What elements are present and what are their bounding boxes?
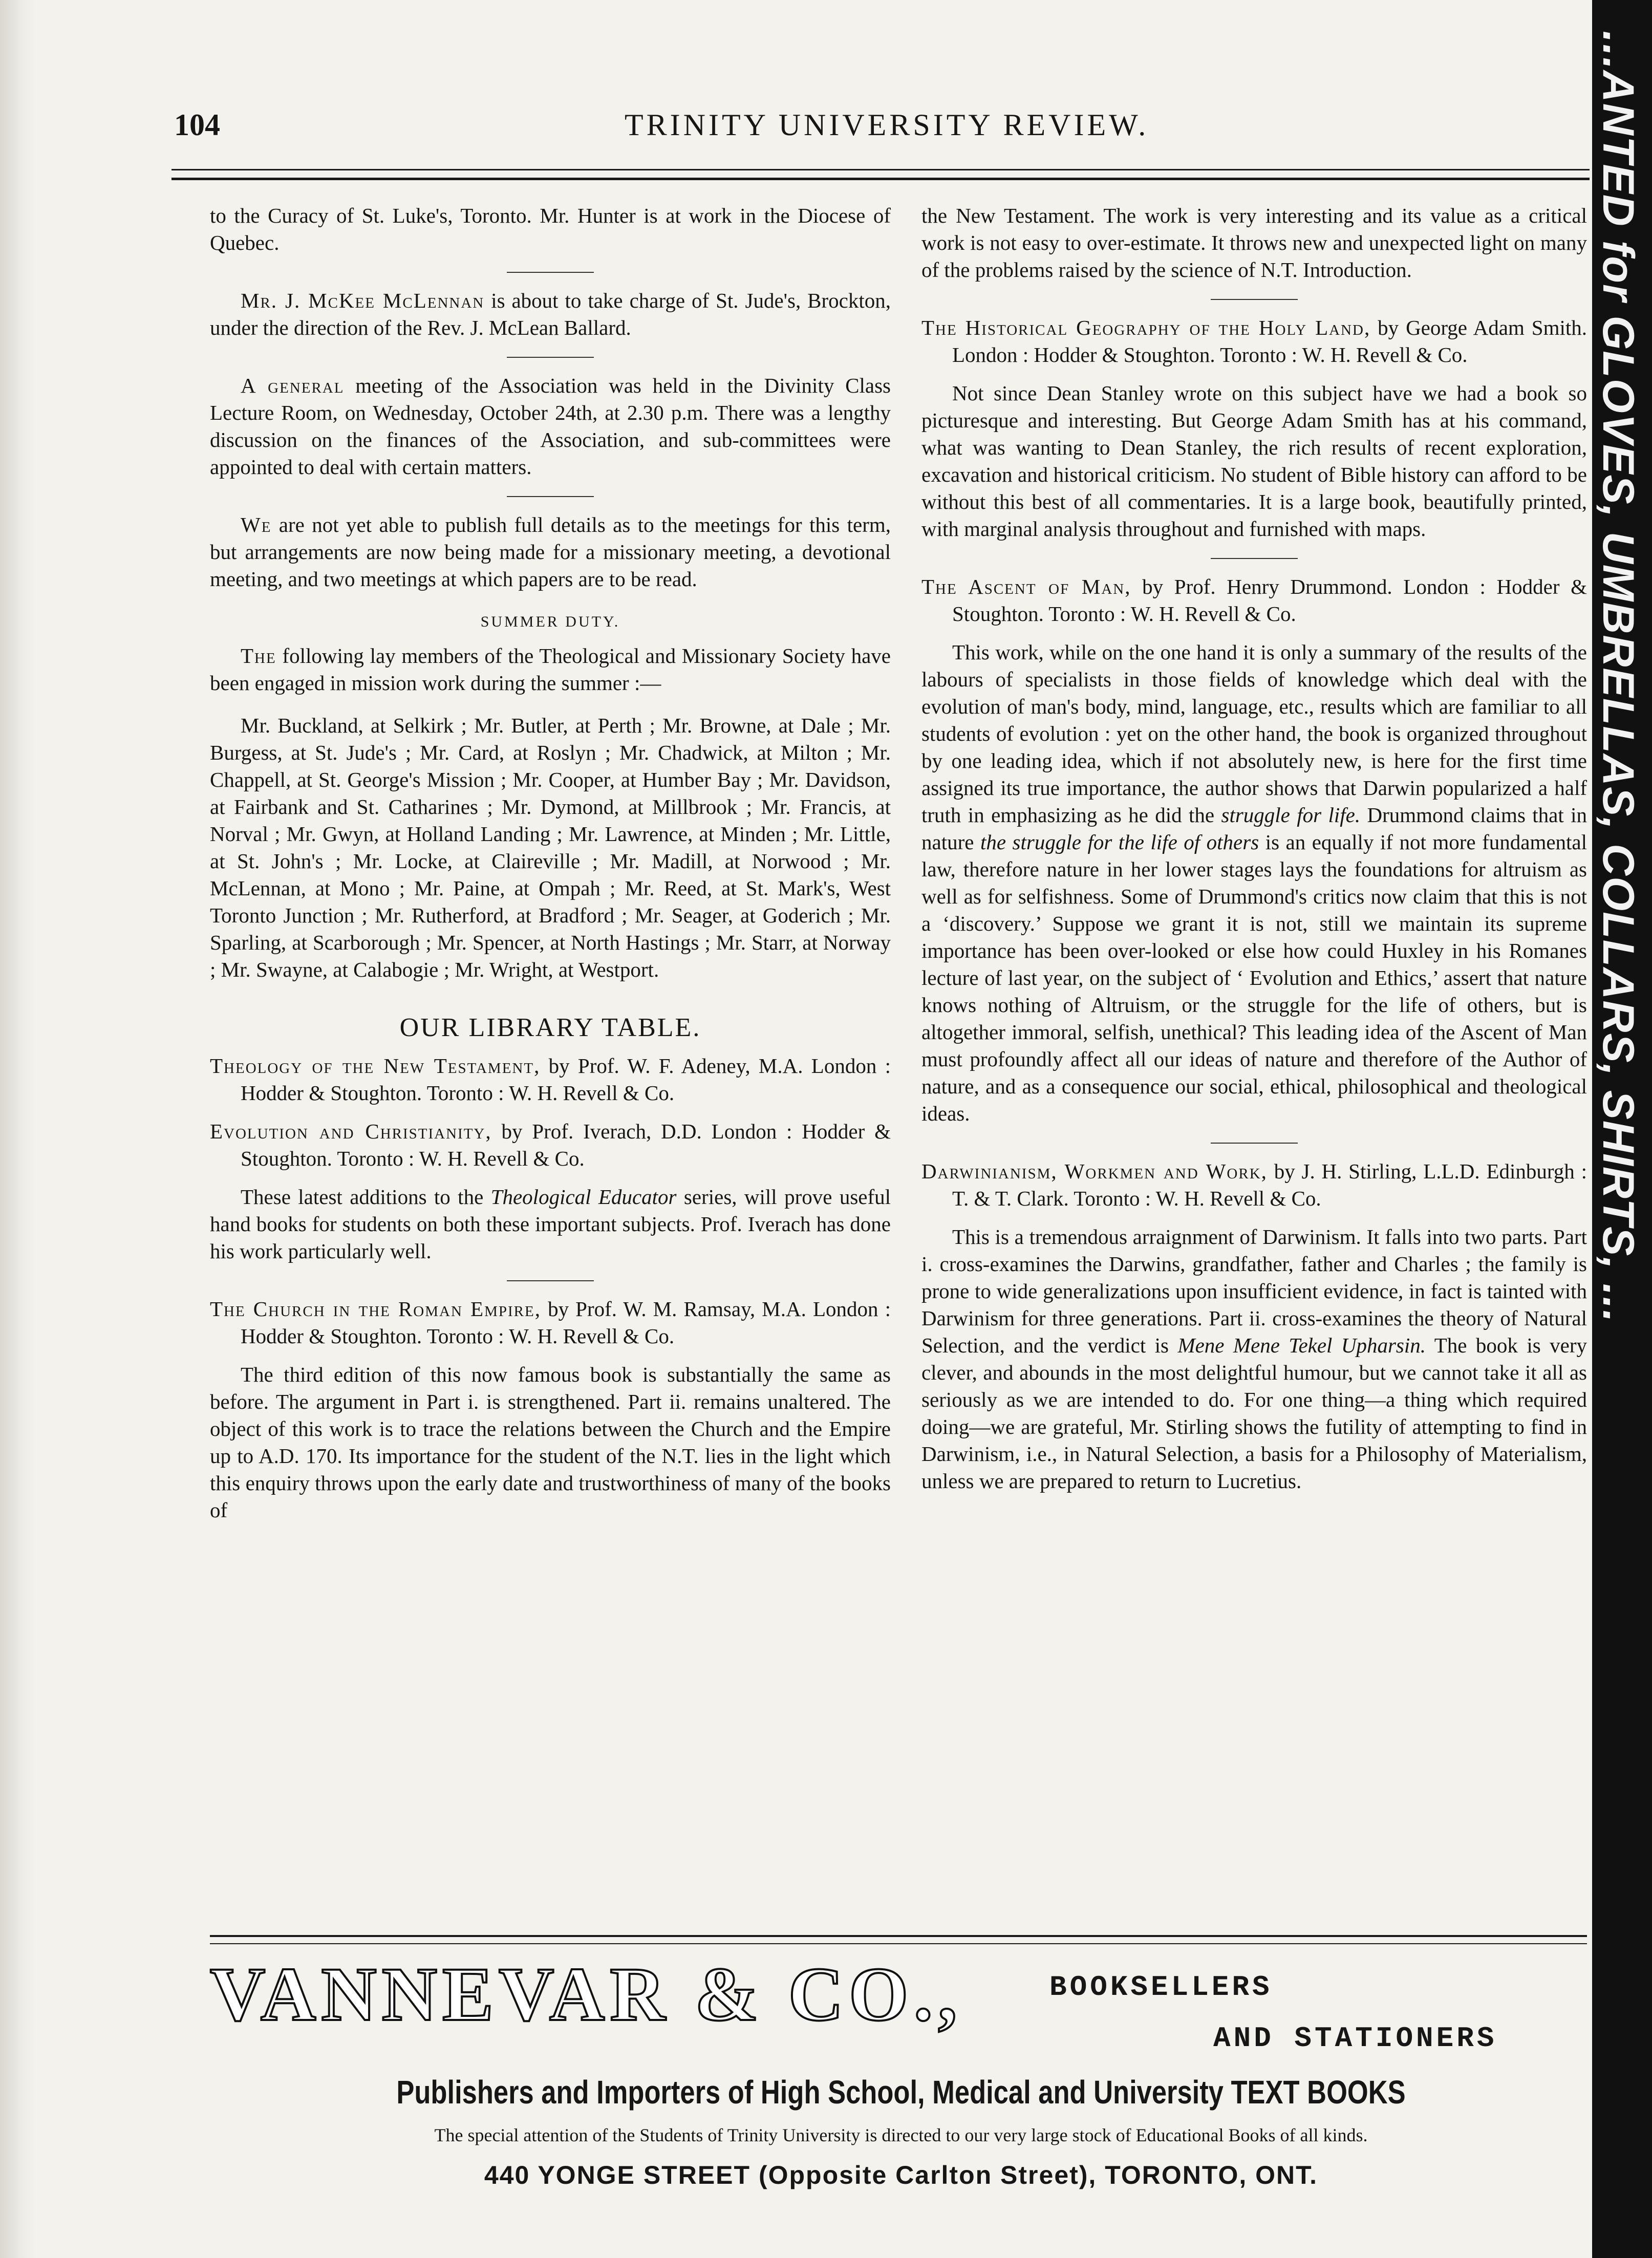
italic-text: Mene Mene Tekel Upharsin. — [1177, 1334, 1426, 1357]
header-rule — [171, 169, 1590, 180]
advertisement-notice: The special attention of the Students of Trinity University is directed to our very large stock of Educational Books of all kinds. — [434, 2125, 1368, 2145]
paragraph — [210, 511, 891, 593]
paragraph: the New Testament. The work is very interesting and its value as a critical work is not easy to over-estimate. It throws new and unexpected light on many of the problems raised by the science of N.T. Introduction. — [921, 204, 1587, 282]
book-title: The Historical Geography of the Holy Land, — [921, 316, 1371, 339]
short-divider — [507, 496, 594, 497]
paragraph-text: This is a tremendous arraignment of Darwinism. It falls into two parts. Part i. cross-examines the Darwins, grandfather, father and Charles ; the family is prone to wide generalizations upon insufficient evidence, in fact is tainted with Darwinism for three generations. Part ii. cross-examines the theory of Natural Selection, and the verdict is — [921, 1225, 1587, 1357]
short-divider — [1211, 1143, 1298, 1144]
book-details: by Prof. Iverach, D.D. London : Hodder & Stoughton. Toronto : W. H. Revell & Co. — [241, 1120, 891, 1170]
book-entry — [210, 1052, 891, 1107]
book-entry — [921, 314, 1587, 369]
paragraph — [210, 287, 891, 341]
paragraph: The third edition of this now famous book is substantially the same as before. The argument in Part i. is strengthened. Part ii. remains unaltered. The object of this work is to trace the relations between the Church and the Empire up to A.D. 170. Its importance for the student of the N.T. lies in the light which this enquiry throws upon the early date and trustworthiness of many of the books of — [210, 1363, 891, 1522]
advertiser-tagline: AND STATIONERS — [1213, 2022, 1497, 2055]
left-column — [210, 202, 891, 1539]
paragraph-text: These latest additions to the — [241, 1185, 484, 1209]
lead-in: A general — [241, 374, 345, 397]
paragraph-text: The book is very clever, and abounds in the most delightful humour, but we cannot take it all as seriously as we are intended to do. For one thing—a thing which required doing—we are grateful, Mr. Stirling shows the futility of attempting to find in Darwinism, i.e., in Natural Selection, a basis for a Philosophy of Materialism, unless we are prepared to return to Lucretius. — [921, 1334, 1587, 1493]
paragraph-text: series, will prove useful hand books for students on both these important subjects. Prof. Iverach has done his work particularly well. — [210, 1185, 891, 1263]
book-details: by J. H. Stirling, L.L.D. Edinburgh : T. & T. Clark. Toronto : W. H. Revell & Co. — [952, 1159, 1587, 1210]
page-number: 104 — [174, 108, 220, 142]
paragraph-text: meeting of the Association was held in the Divinity Class Lecture Room, on Wednesday, October 24th, at 2.30 p.m. There was a lengthy discussion on the finances of the Association, and sub-committees were appointed to deal with certain matters. — [210, 374, 891, 479]
paragraph — [210, 372, 891, 481]
page-header — [174, 102, 1577, 159]
paragraph-text: following lay members of the Theological and Missionary Society have been engaged in mission work during the summer :— — [210, 644, 891, 695]
book-title: The Church in the Roman Empire, — [210, 1297, 541, 1321]
running-title: TRINITY UNIVERSITY REVIEW. — [625, 108, 1149, 142]
book-details: by Prof. Henry Drummond. London : Hodder & Stoughton. Toronto : W. H. Revell & Co. — [952, 575, 1587, 626]
book-entry — [210, 1118, 891, 1172]
short-divider — [1211, 558, 1298, 559]
paragraph-text: is an equally if not more fundamental law, therefore nature in her lower stages lays the foundations for altruism as well as for selfishness. Some of Drummond's critics now claim that this is not a ‘discovery.’ Suppose we grant it is not, still we maintain its supreme importance has been over-looked or else how could Huxley in his Romanes lecture of last year, on the subject of ‘ Evolution and Ethics,’ assert that nature knows nothing of Altruism, or the struggle for the life of others, but is altogether immoral, selfish, unethical? This leading idea of the Ascent of Man must profoundly affect all our ideas of nature and therefore of the Author of nature, and as a consequence our social, ethical, philosophical and theological ideas. — [921, 830, 1587, 1125]
italic-text: Theological Educator — [490, 1185, 677, 1209]
paragraph-text: Drummond claims that in nature — [921, 803, 1587, 854]
paragraph — [921, 1223, 1587, 1495]
book-entry — [210, 1296, 891, 1350]
short-divider — [507, 357, 594, 358]
short-divider — [507, 1280, 594, 1281]
short-divider — [1211, 299, 1298, 300]
italic-text: the struggle for the life of others — [980, 830, 1259, 854]
advertiser-name: VANNEVAR & CO., — [210, 1952, 962, 2037]
scan-edge — [0, 0, 36, 2258]
lead-in: The — [241, 644, 276, 668]
book-title: Theology of the New Testament, — [210, 1054, 541, 1078]
paragraph-text: are not yet able to publish full details as to the meetings for this term, but arrangements are now being made for a missionary meeting, a devotional meeting, and two meetings at which papers are to be read. — [210, 513, 891, 591]
paragraph — [210, 1184, 891, 1265]
lead-in: Mr. J. McKee McLennan — [241, 289, 485, 312]
short-divider — [507, 272, 594, 273]
book-details: by Prof. W. F. Adeney, M.A. London : Hodder & Stoughton. Toronto : W. H. Revell & Co. — [241, 1054, 891, 1105]
lead-in: We — [241, 513, 272, 536]
paragraph-text: This work, while on the one hand it is only a summary of the results of the labours of specialists in those fields of knowledge which deal with the evolution of man's body, mind, language, etc., results which are familiar to all students of evolution : yet on the other hand, the book is organized throughout by one leading idea, which if not absolutely new, is here for the first time assigned its true importance, the author shows that Darwin popularized a half truth in emphasizing as he did the — [921, 640, 1587, 827]
book-details: by Prof. W. M. Ramsay, M.A. London : Hodder & Stoughton. Toronto : W. H. Revell & Co. — [241, 1297, 891, 1348]
book-entry — [921, 1158, 1587, 1212]
paragraph-text: is about to take charge of St. Jude's, Brockton, under the direction of the Rev. J. McLean Ballard. — [210, 289, 891, 339]
book-entry — [921, 573, 1587, 628]
right-column — [921, 202, 1587, 1510]
advertisement-address: 440 YONGE STREET (Opposite Carlton Street), TORONTO, ONT. — [484, 2161, 1318, 2189]
paragraph: Not since Dean Stanley wrote on this subject have we had a book so picturesque and interesting. But George Adam Smith has at his command, what was wanting to Dean Stanley, the rich results of recent exploration, excavation and historical criticism. No student of Bible history can afford to be without this best of all commentaries. It is a large book, beautifully printed, with marginal analysis throughout and furnished with maps. — [921, 381, 1587, 541]
paragraph: Mr. Buckland, at Selkirk ; Mr. Butler, at Perth ; Mr. Browne, at Dale ; Mr. Burgess, at St. Jude's ; Mr. Card, at Roslyn ; Mr. Chadwick, at Milton ; Mr. Chappell, at St. George's Mission ; Mr. Cooper, at Humber Bay ; Mr. Davidson, at Fairbank and St. Catharines ; Mr. Dymond, at Millbrook ; Mr. Francis, at Norval ; Mr. Gwyn, at Holland Landing ; Mr. Lawrence, at Minden ; Mr. Little, at St. John's ; Mr. Locke, at Claireville ; Mr. Madill, at Norwood ; Mr. McLennan, at Mono ; Mr. Paine, at Ompah ; Mr. Reed, at St. Mark's, West Toronto Junction ; Mr. Rutherford, at Bradford ; Mr. Seager, at Goderich ; Mr. Sparling, at Scarborough ; Mr. Spencer, at North Hastings ; Mr. Starr, at Norway ; Mr. Swayne, at Calabogie ; Mr. Wright, at Westport. — [210, 714, 891, 981]
advertiser-tagline: BOOKSELLERS — [1049, 1971, 1273, 2004]
paragraph — [210, 642, 891, 697]
book-title: Evolution and Christianity, — [210, 1120, 492, 1143]
book-title: Darwinianism, Workmen and Work, — [921, 1159, 1268, 1183]
section-heading: SUMMER DUTY. — [480, 613, 620, 630]
paragraph: to the Curacy of St. Luke's, Toronto. Mr. Hunter is at work in the Diocese of Quebec. — [210, 204, 891, 254]
section-heading: OUR LIBRARY TABLE. — [399, 1013, 701, 1042]
paragraph — [921, 639, 1587, 1127]
book-title: The Ascent of Man, — [921, 575, 1131, 598]
advertisement — [210, 1945, 1592, 2232]
italic-text: struggle for life. — [1221, 803, 1361, 827]
advertisement-rule — [210, 1935, 1587, 1944]
spine-text: ...ANTED for GLOVES, UMBRELLAS, COLLARS, SHIRTS, ... — [1594, 31, 1643, 1323]
advertisement-headline: Publishers and Importers of High School, Medical and University TEXT BOOKS — [396, 2074, 1406, 2111]
book-details: by George Adam Smith. London : Hodder & Stoughton. Toronto : W. H. Revell & Co. — [952, 316, 1587, 367]
